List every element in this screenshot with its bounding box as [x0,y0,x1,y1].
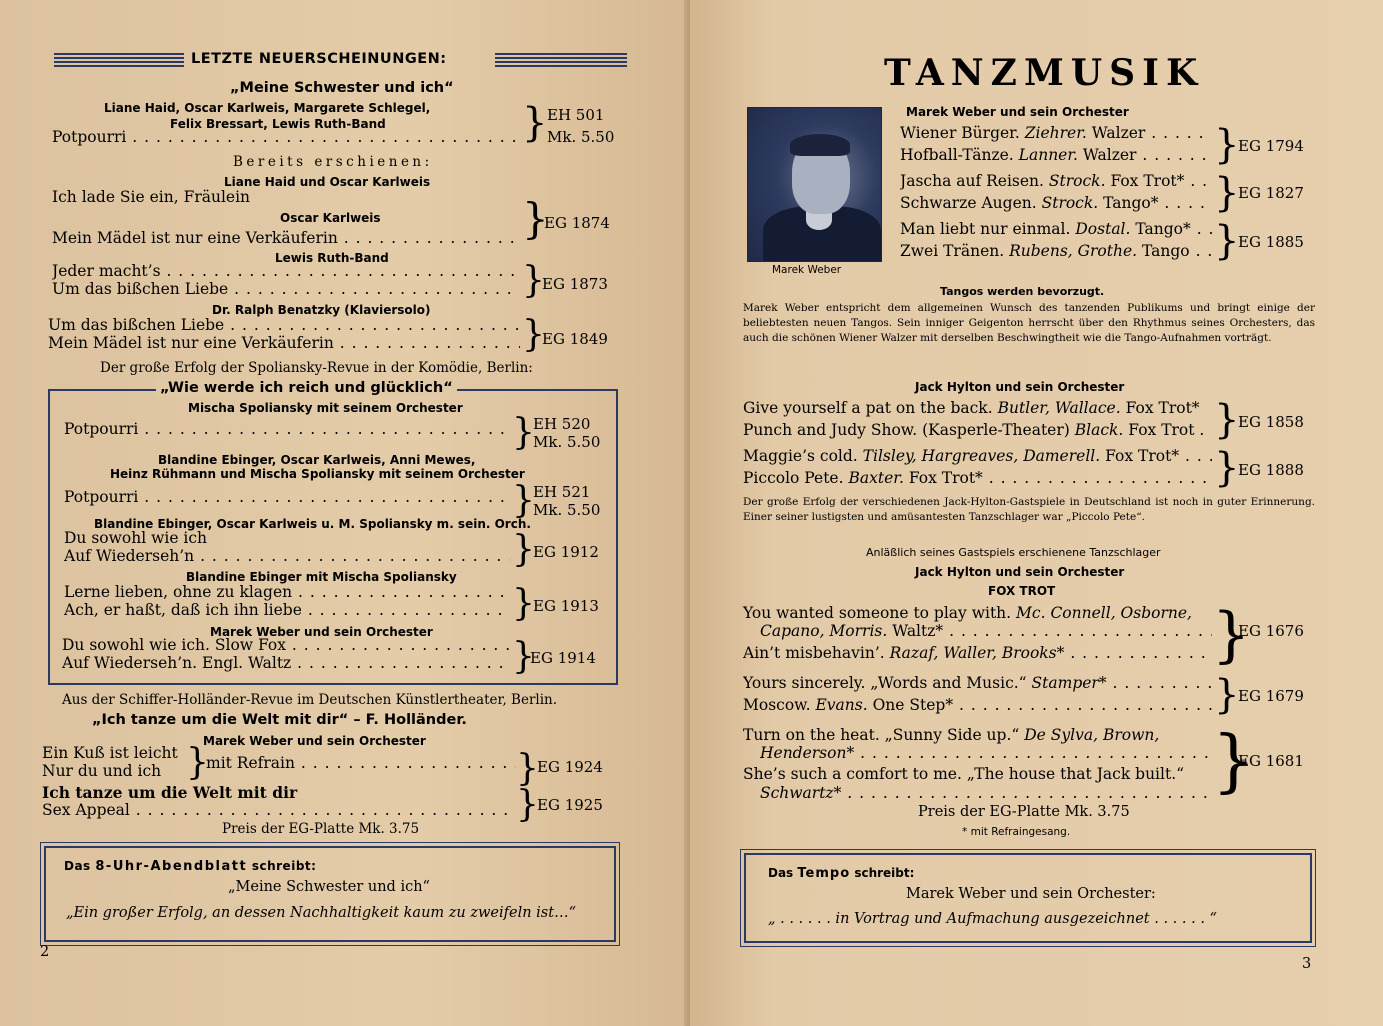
quote-source: Das 8-Uhr-Abendblatt schreibt: [64,859,317,874]
artists-line: Dr. Ralph Benatzky (Klaviersolo) [212,303,431,317]
price: Mk. 5.50 [533,501,601,519]
record-entry: Wiener Bürger. Ziehrer. Walzer . . . [900,124,1212,142]
refrain-note: * mit Refraingesang. [962,826,1071,838]
artists-line: Jack Hylton und sein Orchester [915,380,1125,394]
page-number: 3 [1302,956,1312,972]
record-entry: Um das bißchen Liebe . . . [52,280,520,298]
artists-line: Marek Weber und sein Orchester [203,734,426,748]
record-entry: Schwartz* . . . [760,784,1212,802]
price: Mk. 5.50 [547,128,615,146]
brace: } [1214,122,1240,168]
spoliansky-intro: Der große Erfolg der Spoliansky-Revue in der Komödie, Berlin: [100,360,533,376]
artists-line: Heinz Rühmann und Mischa Spoliansky mit seinem Orchester [110,467,525,481]
artists-line: Blandine Ebinger, Oscar Karlweis, Anni Mewes, [158,453,476,467]
brace: } [1212,722,1256,801]
newspaper-name: 8-Uhr-Abendblatt [95,859,248,874]
artists-line: Blandine Ebinger mit Mischa Spoliansky [186,570,457,584]
portrait-photo [747,107,882,262]
record-entry: Hofball-Tänze. Lanner. Walzer . . . [900,146,1212,164]
brace: } [522,260,545,301]
header-stripes-left [54,53,184,67]
catalog-number: EH 501 [547,106,605,124]
title-wie-werde-ich: „Wie werde ich reich und glücklich“ [156,380,457,396]
record-entry: Nur du und ich [42,762,162,780]
catalog-number: EH 521 [533,483,591,501]
record-entry: Ain’t misbehavin’. Razaf, Waller, Brooks* . . . [743,644,1212,662]
record-entry: mit Refrain . . . [206,754,516,772]
record-entry: Sex Appeal . . . [42,801,512,819]
brace: } [522,100,548,146]
brace: } [516,748,539,789]
record-entry: Turn on the heat. „Sunny Side up.“ De Sylva, Brown, [743,726,1160,744]
quote-text: „Ein großer Erfolg, an dessen Nachhaltigkeit kaum zu zweifeln ist…“ [66,905,576,921]
record-entry: Schwarze Augen. Strock. Tango* . . . [900,194,1212,212]
catalog-number: EG 1912 [533,543,599,561]
portrait-hair [790,134,850,156]
catalog-number: EG 1794 [1238,137,1304,155]
newspaper-name: Tempo [797,866,851,881]
artists-line: Marek Weber und sein Orchester [210,625,433,639]
record-entry: Henderson* . . . [760,744,1212,762]
record-entry: Punch and Judy Show. (Kasperle-Theater) Black. Fox Trot . [743,421,1205,439]
record-entry: Lerne lieben, ohne zu klagen . . . [64,583,510,601]
brace: } [512,636,535,677]
title-ich-tanze: „Ich tanze um die Welt mit dir“ – F. Holländer. [92,712,467,728]
artists-line: Felix Bressart, Lewis Ruth-Band [170,117,386,131]
brace: } [1214,218,1240,264]
catalog-number: EH 520 [533,415,591,433]
record-entry: Du sowohl wie ich. Slow Fox . . . [62,636,510,654]
catalog-number: EG 1858 [1238,413,1304,431]
catalog-number: EG 1924 [537,758,603,776]
artists-line: Mischa Spoliansky mit seinem Orchester [188,401,463,415]
record-entry: Auf Wiederseh’n. Engl. Waltz . . . [62,654,510,672]
section-heading: Tangos werden bevorzugt. [940,285,1105,298]
brace: } [522,194,549,243]
brace: } [512,583,535,624]
catalog-number: EG 1681 [1238,752,1304,770]
brace: } [1214,170,1240,216]
artists-line: Jack Hylton und sein Orchester [915,565,1125,579]
record-entry: Mein Mädel ist nur eine Verkäuferin . . . [52,229,520,247]
catalog-number: EG 1885 [1238,233,1304,251]
bereits-erschienen: Bereits erschienen: [233,154,433,170]
gastspiel-intro: Anläßlich seines Gastspiels erschienene Tanzschlager [866,546,1161,559]
price-note: Preis der EG-Platte Mk. 3.75 [222,821,420,837]
brace: } [516,784,539,825]
record-entry: Jeder macht’s . . . [52,262,520,280]
quote-text: „ . . . . . . in Vortrag und Aufmachung ausgezeichnet . . . . . . “ [768,911,1217,927]
record-entry: Potpourri . . . [64,488,510,506]
brace: } [1214,397,1240,443]
artists-line: Liane Haid, Oscar Karlweis, Margarete Schlegel, [104,101,431,115]
record-entry: Give yourself a pat on the back. Butler, Wallace. Fox Trot* [743,399,1200,417]
record-entry: Piccolo Pete. Baxter. Fox Trot* . . . [743,469,1212,487]
artists-line: Blandine Ebinger, Oscar Karlweis u. M. Spoliansky m. sein. Orch. [94,517,531,531]
catalog-number: EG 1679 [1238,687,1304,705]
page-number: 2 [40,944,50,960]
quote-title: Marek Weber und sein Orchester: [906,886,1156,902]
catalog-number: EG 1873 [542,275,608,293]
schiffer-intro: Aus der Schiffer-Holländer-Revue im Deutschen Künstlertheater, Berlin. [62,692,558,708]
catalog-number: EG 1874 [544,214,610,232]
catalog-number: EG 1888 [1238,461,1304,479]
brace: } [1212,600,1251,670]
catalog-number: EG 1827 [1238,184,1304,202]
header-stripes-right [495,53,627,67]
brace: } [522,314,545,355]
quote-source: Das Tempo schreibt: [768,866,915,881]
record-entry: Capano, Morris. Waltz* . . . [760,622,1212,640]
record-entry: Potpourri . . . [52,128,520,146]
title-meine-schwester: „Meine Schwester und ich“ [230,80,454,96]
catalog-number: EG 1849 [542,330,608,348]
record-entry: Um das bißchen Liebe . . . [48,316,520,334]
record-entry: Mein Mädel ist nur eine Verkäuferin . . . [48,334,520,352]
record-entry: She’s such a comfort to me. „The house that Jack built.“ [743,765,1185,783]
record-entry: Man liebt nur einmal. Dostal. Tango* . . . [900,220,1212,238]
artists-line: Lewis Ruth-Band [275,251,389,265]
brace: } [1214,672,1240,718]
record-entry: Ein Kuß ist leicht [42,744,178,762]
record-entry: You wanted someone to play with. Mc. Connell, Osborne, [743,604,1192,622]
catalog-number: EG 1925 [537,796,603,814]
page-title: TANZMUSIK [884,52,1205,94]
brace: } [1214,445,1240,491]
brace: } [512,480,535,521]
price-note: Preis der EG-Platte Mk. 3.75 [918,804,1130,820]
record-entry: Moscow. Evans. One Step* . . . [743,696,1212,714]
brace: } [186,742,209,783]
artists-line: Oscar Karlweis [280,211,381,225]
record-entry: Du sowohl wie ich [64,529,208,547]
tangos-paragraph: Marek Weber entspricht dem allgemeinen Wunsch des tanzenden Publikums und bringt einige der beliebtesten neuen Tangos. Sein inniger Geigenton herrscht über den Rhythmus seines Orchesters, das auch die schönen Wiener Walzer mit derselben Beschwingtheit wie die Tango-Aufnahmen vorträgt. [743,302,1315,344]
genre-label: FOX TROT [988,584,1056,598]
price: Mk. 5.50 [533,433,601,451]
catalog-number: EG 1676 [1238,622,1304,640]
record-entry: Jascha auf Reisen. Strock. Fox Trot* . . . [900,172,1212,190]
record-entry: Maggie’s cold. Tilsley, Hargreaves, Damerell. Fox Trot* . . . [743,447,1212,465]
left-header: LETZTE NEUERSCHEINUNGEN: [191,51,447,67]
artists-line: Liane Haid und Oscar Karlweis [224,175,431,189]
quote-title: „Meine Schwester und ich“ [228,879,430,895]
record-entry: Ich tanze um die Welt mit dir [42,783,298,802]
record-entry: Potpourri . . . [64,420,510,438]
record-entry: Yours sincerely. „Words and Music.“ Stamper* . . . [743,674,1212,692]
brace: } [512,529,535,570]
artists-line: Marek Weber und sein Orchester [906,105,1129,119]
record-entry: Zwei Tränen. Rubens, Grothe. Tango . . . [900,242,1212,260]
catalog-number: EG 1914 [530,649,596,667]
record-entry: Auf Wiederseh’n . . . [64,547,510,565]
record-entry: Ich lade Sie ein, Fräulein [52,188,251,206]
hylton-paragraph: Der große Erfolg der verschiedenen Jack-Hylton-Gastspiele in Deutschland ist noch in guter Erinnerung. Einer seiner lustigsten und amüsantesten Tanzschlager war „Piccolo Pete“. [743,496,1315,523]
catalog-number: EG 1913 [533,597,599,615]
photo-caption: Marek Weber [772,264,842,276]
record-entry: Ach, er haßt, daß ich ihn liebe . . . [64,601,510,619]
brace: } [512,412,535,453]
